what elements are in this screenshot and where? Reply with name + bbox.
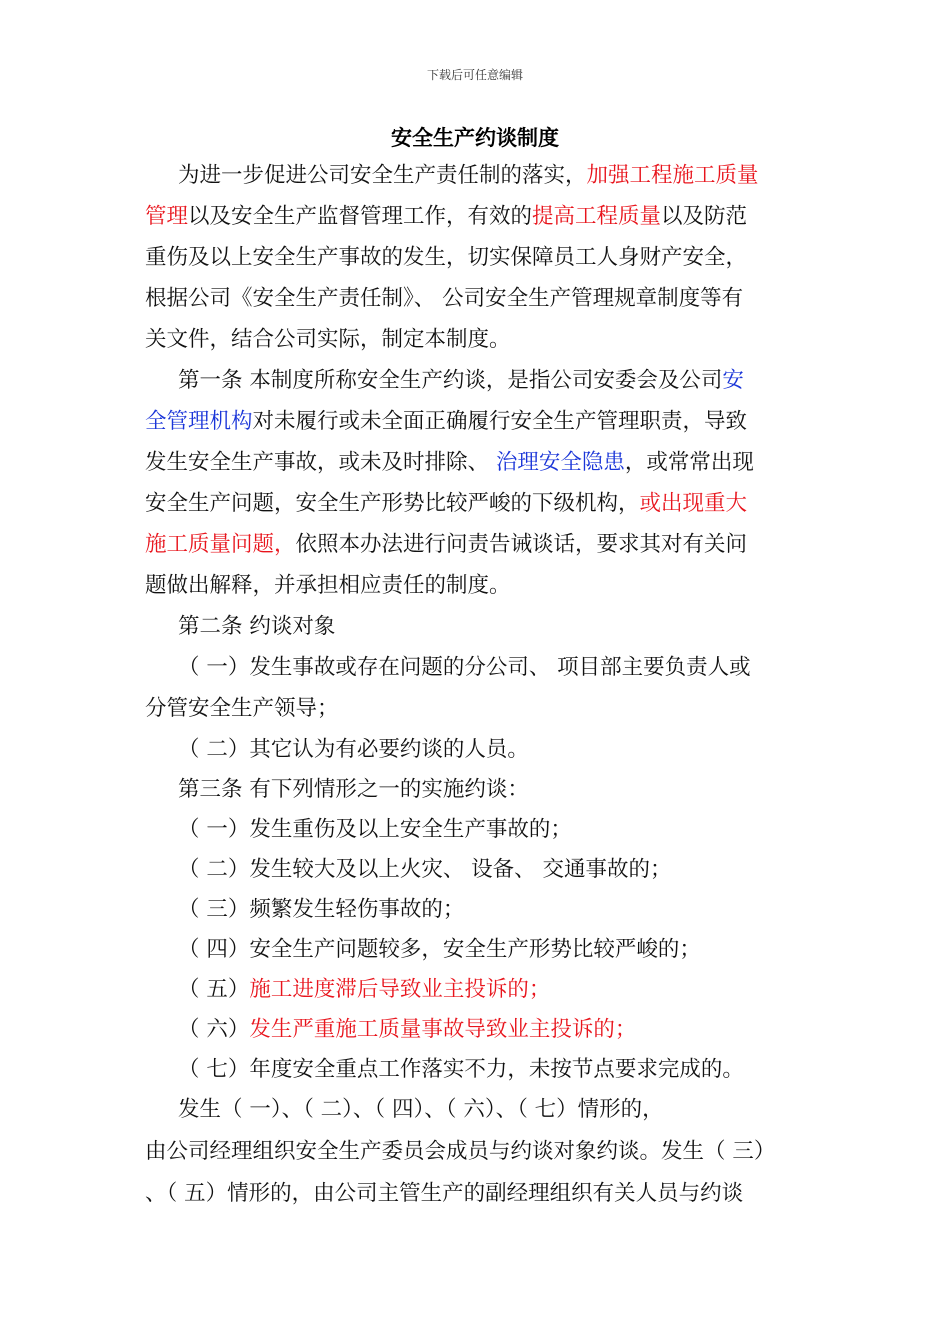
line-text: （ 一）发生事故或存在问题的分公司、 项目部主要负责人或 (178, 655, 751, 680)
list-item (178, 735, 843, 765)
body-line (145, 448, 810, 478)
line-text: （ 一）发生重伤及以上安全生产事故的； (178, 817, 572, 842)
body-line (145, 694, 810, 724)
line-text: （ 七）年度安全重点工作落实不力，未按节点要求完成的。 (178, 1057, 744, 1082)
body-line (145, 243, 810, 273)
list-item (178, 935, 843, 965)
body-line (145, 530, 810, 560)
highlighted-text: 加强工程施工质量 (586, 163, 759, 188)
article-2-heading (178, 612, 843, 642)
download-note: 下载后可任意编辑 (426, 68, 523, 82)
body-line (178, 161, 843, 191)
line-text: 第三条 有下列情形之一的实施约谈： (178, 777, 529, 802)
list-item (178, 855, 843, 885)
highlighted-text: 或出现重大 (639, 491, 748, 516)
highlighted-text: 管理 (145, 204, 189, 229)
line-text: 重伤及以上安全生产事故的发生，切实保障员工人身财产安全， (145, 245, 748, 270)
body-line (145, 325, 810, 355)
line-text: （ 五） (178, 977, 250, 1002)
highlighted-text: 治理安全隐患 (495, 450, 625, 475)
line-text: 题做出解释，并承担相应责任的制度。 (145, 573, 511, 598)
list-item (178, 1015, 843, 1045)
highlighted-text: 施工质量问题， (145, 532, 296, 557)
body-line (145, 489, 810, 519)
line-text: ，或常常出现 (624, 450, 754, 475)
line-text: （ 六） (178, 1017, 250, 1042)
body-line (145, 407, 810, 437)
list-item (178, 653, 843, 683)
line-text: 依照本办法进行问责告诫谈话，要求其对有关问 (295, 532, 748, 557)
body-line (145, 571, 810, 601)
line-text: 发生安全生产事故，或未及时排除、 (145, 450, 496, 475)
body-line (145, 1137, 810, 1167)
line-text: 第二条 约谈对象 (178, 614, 336, 639)
highlighted-text: 施工进度滞后导致业主投诉的； (249, 977, 551, 1002)
highlighted-text: 提高工程质量 (532, 204, 662, 229)
highlighted-text: 安 (722, 368, 744, 393)
body-line (145, 202, 810, 232)
line-text: （ 二）其它认为有必要约谈的人员。 (178, 737, 529, 762)
list-item (178, 815, 843, 845)
line-text: 、（ 五）情形的，由公司主管生产的副经理组织有关人员与约谈 (145, 1181, 744, 1206)
line-text: 由公司经理组织安全生产委员会成员与约谈对象约谈。发生（ 三） (145, 1139, 776, 1164)
highlighted-text: 发生严重施工质量事故导致业主投诉的； (249, 1017, 637, 1042)
line-text: 第一条 本制度所称安全生产约谈，是指公司安委会及公司 (178, 368, 723, 393)
list-item (178, 895, 843, 925)
line-text: 以及安全生产监督管理工作，有效的 (188, 204, 533, 229)
list-item (178, 1055, 843, 1085)
line-text: （ 三）频繁发生轻伤事故的； (178, 897, 465, 922)
line-text: 发生（ 一）、（ 二）、（ 四）、（ 六）、（ 七）情形的， (178, 1097, 664, 1122)
line-text: （ 二）发生较大及以上火灾、 设备、 交通事故的； (178, 857, 672, 882)
line-text: 根据公司《安全生产责任制》、 公司安全生产管理规章制度等有 (145, 286, 744, 311)
line-text: 为进一步促进公司安全生产责任制的落实， (178, 163, 587, 188)
line-text: 安全生产问题，安全生产形势比较严峻的下级机构， (145, 491, 640, 516)
line-text: 对未履行或未全面正确履行安全生产管理职责，导致 (252, 409, 748, 434)
body-line (145, 284, 810, 314)
highlighted-text: 全管理机构 (145, 409, 253, 434)
body-line (178, 1095, 843, 1125)
line-text: 关文件，结合公司实际，制定本制度。 (145, 327, 511, 352)
document-title: 安全生产约谈制度 (391, 126, 559, 150)
line-text: 以及防范 (661, 204, 748, 229)
line-text: （ 四）安全生产问题较多，安全生产形势比较严峻的； (178, 937, 701, 962)
article-1-line (178, 366, 843, 396)
article-3-heading (178, 775, 843, 805)
body-line (145, 1179, 810, 1209)
list-item (178, 975, 843, 1005)
line-text: 分管安全生产领导； (145, 696, 339, 721)
